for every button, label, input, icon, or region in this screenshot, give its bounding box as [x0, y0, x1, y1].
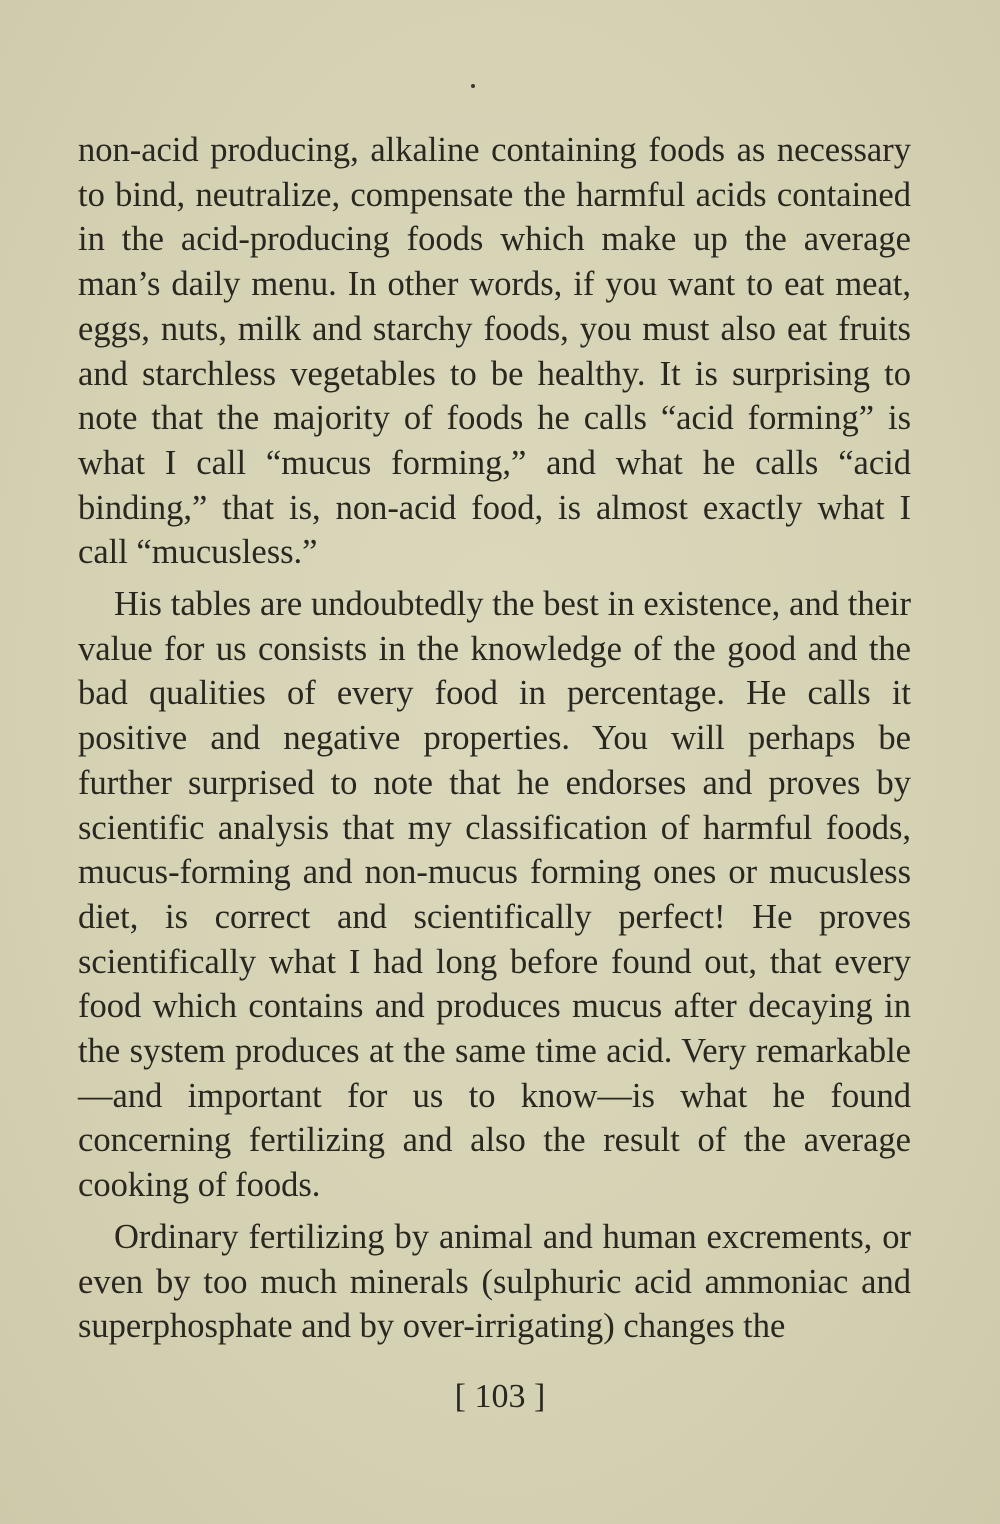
body-text	[78, 128, 911, 1356]
paragraph-2: His tables are undoubtedly the best in existence, and their value for us consists in the knowledge of the good and the bad qualities of every food in percentage. He calls it positive and negative properties. You will perhaps be further surprised to note that he endorses and proves by scientific analysis that my classification of harmful foods, mucus-forming and non-mucus forming ones or mucusless diet, is correct and scientifically perfect! He proves scientifically what I had long before found out, that every food which contains and produces mucus after decaying in the system produces at the same time acid. Very remarkable—and important for us to know—is what he found concerning fertilizing and also the result of the average cooking of foods.	[78, 585, 911, 1205]
page-number: [ 103 ]	[454, 1378, 546, 1415]
paragraph-3: Ordinary fertilizing by animal and human excrements, or even by too much minerals (sulphuric acid ammoniac and superphosphate and by over-irrigating) changes the	[78, 1217, 911, 1346]
printer-mark	[471, 84, 475, 88]
paragraph-1: non-acid producing, alkaline containing foods as necessary to bind, neutralize, compensate the harmful acids contained in the acid-producing foods which make up the average man’s daily menu. In other words, if you want to eat meat, eggs, nuts, milk and starchy foods, you must also eat fruits and starchless vegetables to be healthy. It is surprising to note that the majority of foods he calls “acid forming” is what I call “mucus forming,” and what he calls “acid binding,” that is, non-acid food, is almost exactly what I call “mucusless.”	[78, 131, 911, 572]
